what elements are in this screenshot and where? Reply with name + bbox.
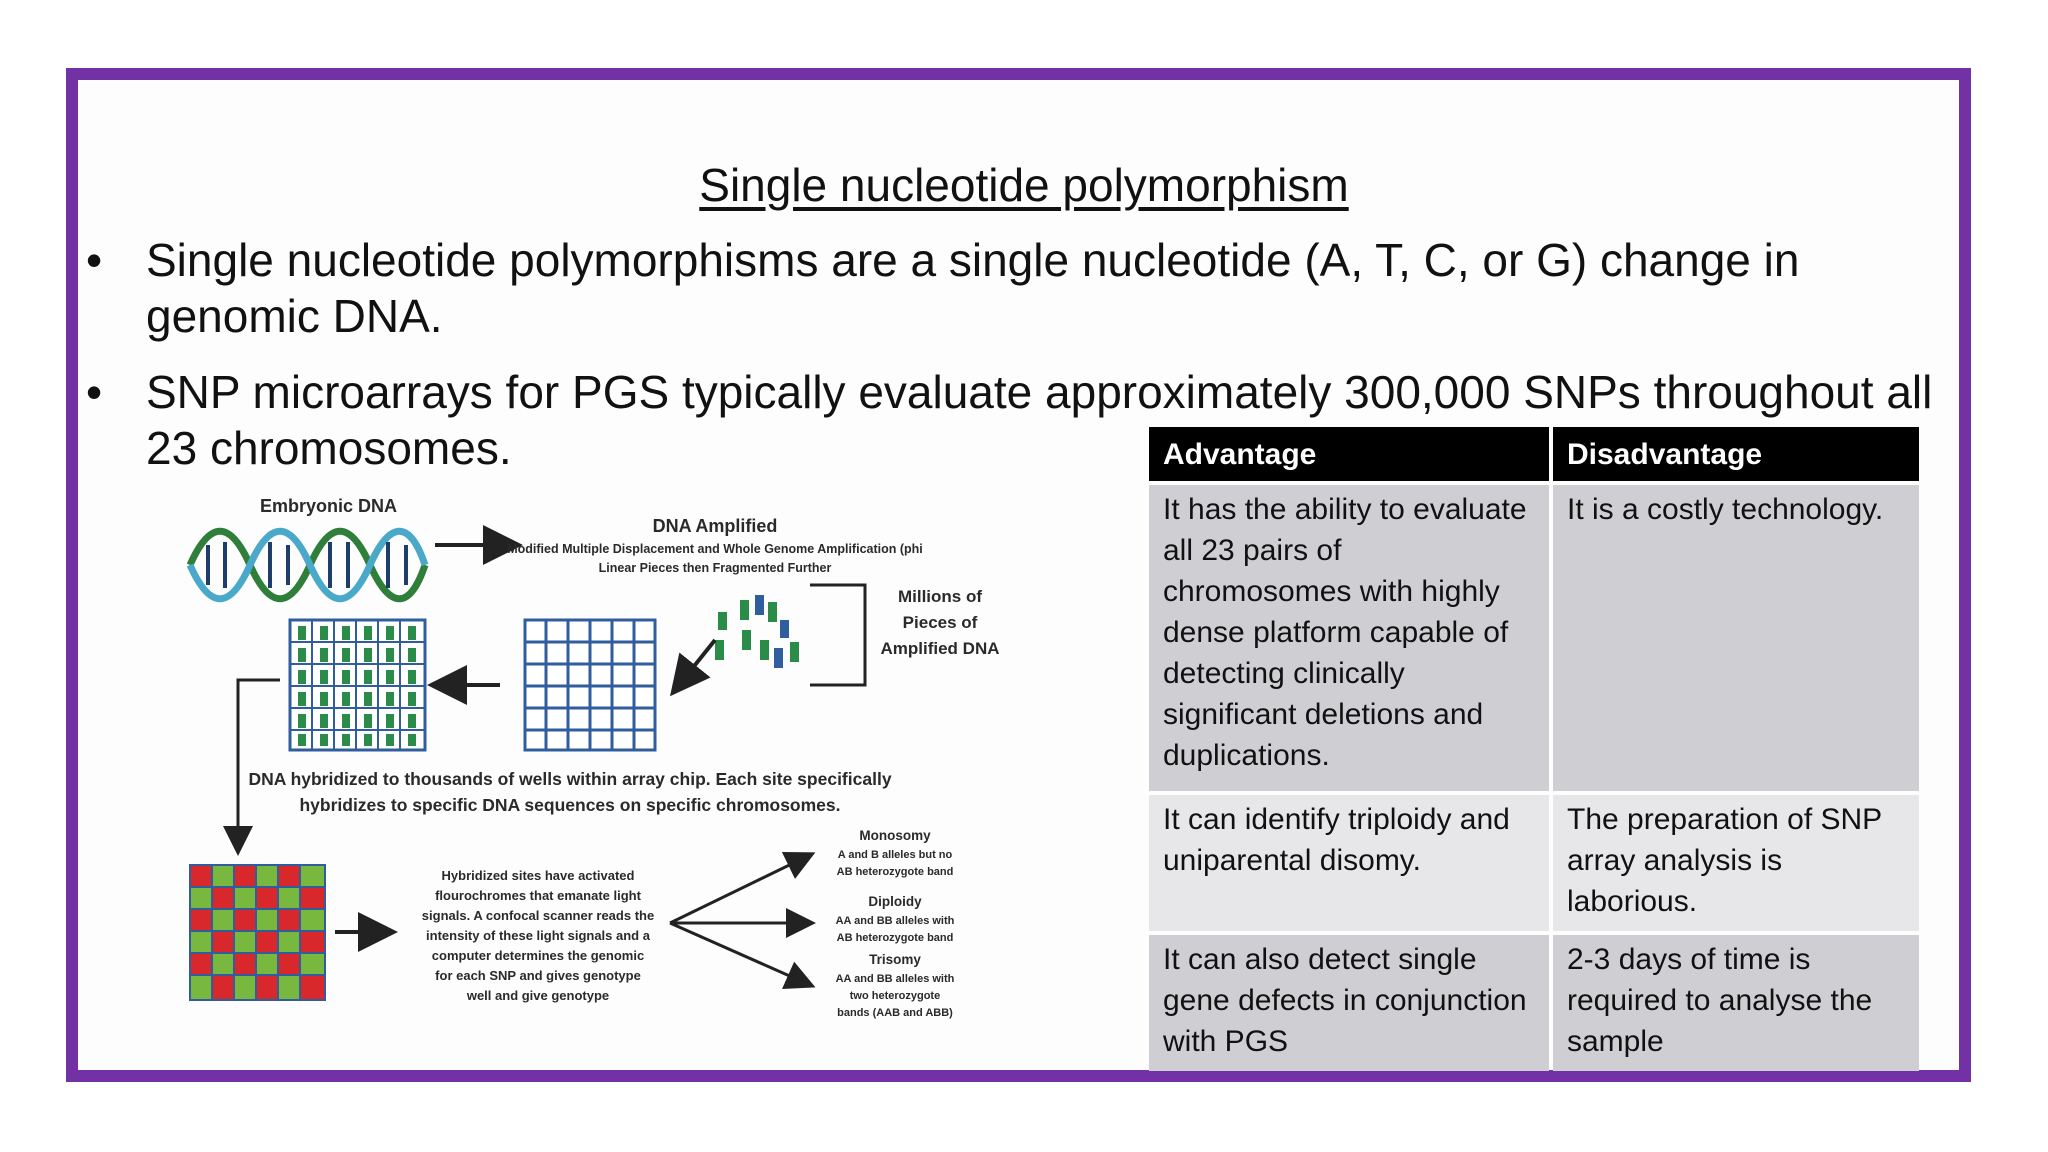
diploidy-label: Diploidy [868, 894, 922, 909]
diploidy-desc-1: AA and BB alleles with [835, 915, 955, 927]
amplified-method-line2: Linear Pieces then Fragmented Further [598, 561, 832, 575]
fragments-bracket [810, 585, 865, 685]
advantage-cell: It has the ability to evaluate all 23 pairs of chromosomes with highly dense platform capable of detecting clinically significant deletions and duplications. [1149, 485, 1549, 791]
trisomy-desc-3: bands (AAB and ABB) [837, 1007, 953, 1019]
advantage-cell: It can identify triploidy and uniparental disomy. [1149, 795, 1549, 931]
slide-title: Single nucleotide polymorphism [699, 159, 1349, 211]
scanner-line: Hybridized sites have activated [441, 868, 635, 883]
scanner-line: flourochromes that emanate light [435, 888, 641, 903]
genotype-outcomes [836, 828, 955, 1019]
empty-array-chip [525, 620, 655, 750]
scanner-line: well and give genotype [466, 988, 610, 1003]
hybridized-array-chip [290, 620, 425, 750]
monosomy-desc-2: AB heterozygote band [836, 866, 954, 878]
trisomy-desc-1: AA and BB alleles with [835, 973, 955, 985]
disadvantage-cell: The preparation of SNP array analysis is laborious. [1553, 795, 1919, 931]
millions-line3: Amplified DNA [880, 639, 1000, 658]
dna-fragments-icon [715, 595, 799, 668]
table-header-row [1149, 427, 1919, 481]
header-advantage: Advantage [1149, 427, 1549, 481]
scanner-line: for each SNP and gives genotype [435, 968, 641, 983]
table-row [1149, 485, 1919, 791]
arrow-to-empty-chip [675, 640, 715, 690]
scanner-description [422, 868, 654, 1003]
arrow-down-to-scanned-chip [238, 680, 280, 850]
genotype-arrows [670, 855, 810, 985]
millions-line2: Pieces of [902, 613, 978, 632]
millions-line1: Millions of [897, 587, 983, 606]
advantages-table [1145, 423, 1923, 1075]
hybridized-text-line2: hybridizes to specific DNA sequences on specific chromosomes. [299, 795, 841, 815]
bullet-snp-microarrays: • SNP microarrays for PGS typically evaluate approximately 300,000 SNPs throughout all 23 chromosomes. [86, 364, 1966, 476]
bullet-snp-definition: • Single nucleotide polymorphisms are a single nucleotide (A, T, C, or G) change in genomic DNA. [86, 232, 1966, 344]
dna-helix-icon [190, 531, 425, 599]
header-disadvantage: Disadvantage [1553, 427, 1919, 481]
scanner-line: signals. A confocal scanner reads the [421, 908, 655, 923]
scanned-array-chip [190, 865, 325, 1000]
disadvantage-cell: It is a costly technology. [1553, 485, 1919, 791]
trisomy-label: Trisomy [869, 952, 921, 967]
scanner-line: intensity of these light signals and a [426, 928, 650, 943]
scanner-line: computer determines the genomic [431, 948, 645, 963]
hybridized-text-line1: DNA hybridized to thousands of wells within array chip. Each site specifically [248, 769, 892, 789]
trisomy-desc-2: two heterozygote [849, 990, 941, 1002]
monosomy-desc-1: A and B alleles but no [837, 849, 953, 861]
embryonic-dna-label: Embryonic DNA [260, 496, 398, 516]
disadvantage-cell: 2-3 days of time is required to analyse the sample [1553, 935, 1919, 1071]
table-row [1149, 795, 1919, 931]
table-row [1149, 935, 1919, 1071]
snp-microarray-diagram [170, 480, 1050, 1040]
diploidy-desc-2: AB heterozygote band [836, 932, 954, 944]
dna-amplified-label: DNA Amplified [652, 516, 778, 536]
advantage-cell: It can also detect single gene defects in conjunction with PGS [1149, 935, 1549, 1071]
monosomy-label: Monosomy [859, 828, 931, 843]
amplified-method-line1: Modified Multiple Displacement and Whole Genome Amplification (phi [507, 542, 923, 556]
